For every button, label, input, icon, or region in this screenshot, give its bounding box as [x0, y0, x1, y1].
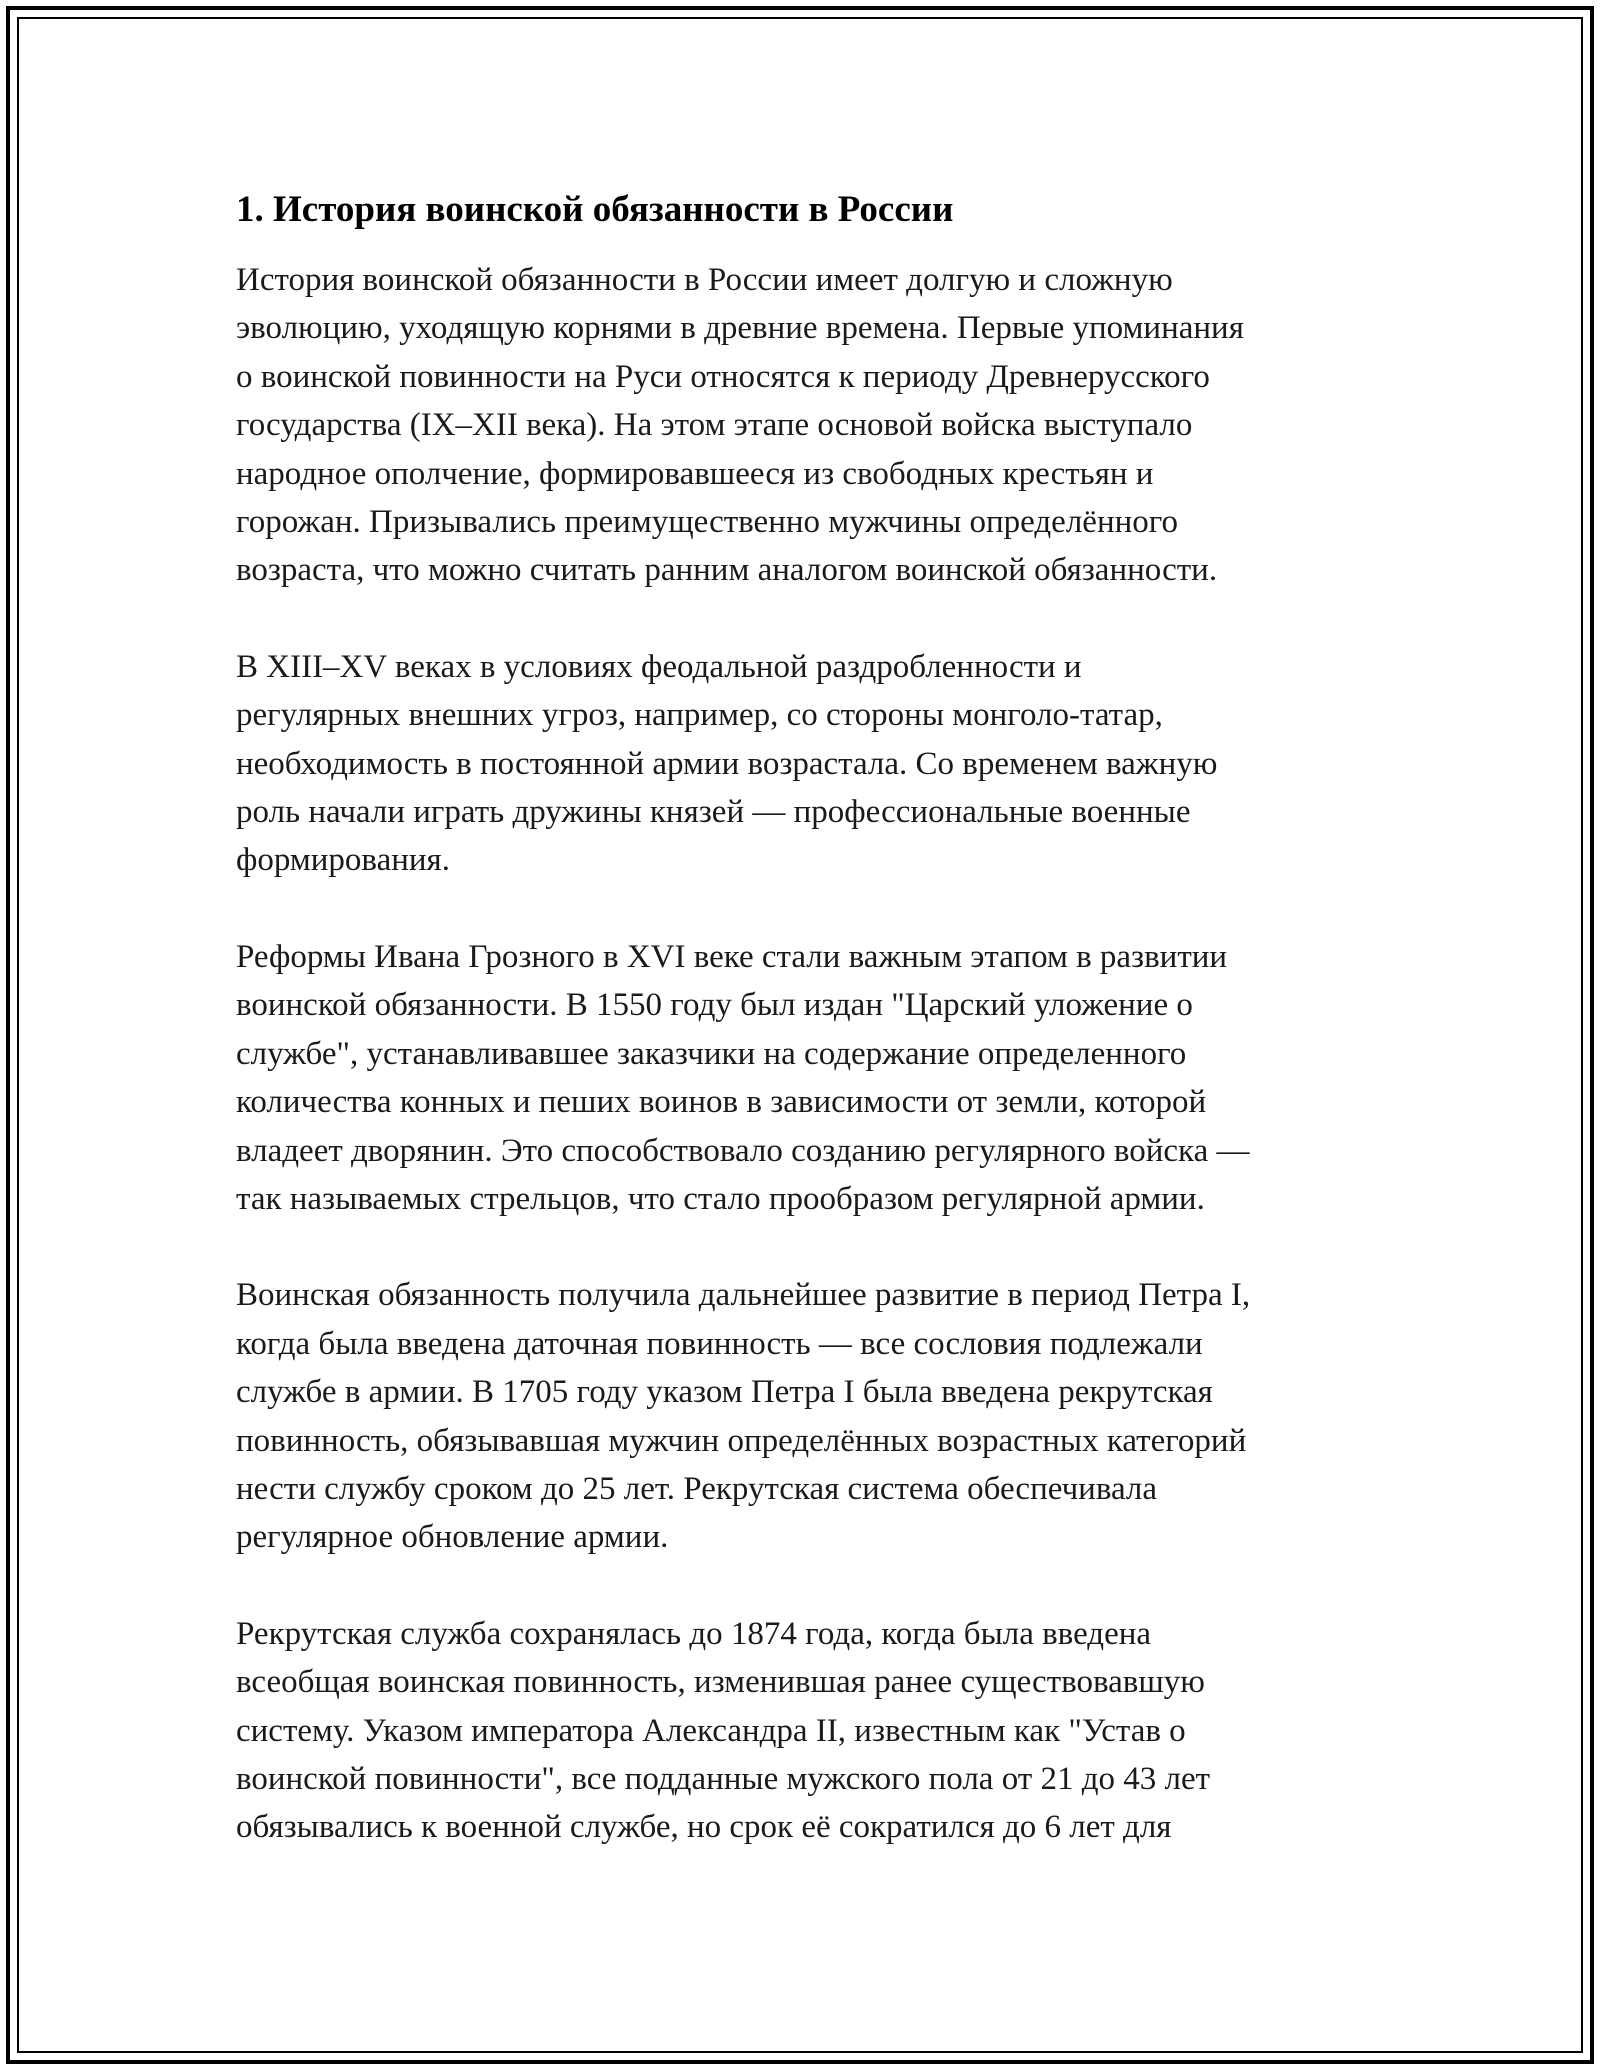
text-line: всеобщая воинская повинность, изменившая ранее существовавшую — [236, 1664, 1205, 1701]
text-line: В XIII–XV веках в условиях феодальной раздробленности и — [236, 648, 1082, 685]
text-line: службе", устанавливавшее заказчики на содержание определенного — [236, 1035, 1187, 1072]
text-line: владеет дворянин. Это способствовало созданию регулярного войска — — [236, 1132, 1250, 1169]
text-line: службе в армии. В 1705 году указом Петра I была введена рекрутская — [236, 1374, 1213, 1411]
text-line: необходимость в постоянной армии возрастала. Со временем важную — [236, 745, 1218, 782]
text-line: формирования. — [236, 842, 450, 879]
paragraph — [236, 1271, 1386, 1561]
text-line: обязывались к военной службе, но срок её сократился до 6 лет для — [236, 1809, 1172, 1846]
text-line: народное ополчение, формировавшееся из свободных крестьян и — [236, 455, 1154, 492]
paragraph — [236, 1610, 1386, 1852]
text-line: воинской повинности", все подданные мужского пола от 21 до 43 лет — [236, 1760, 1211, 1797]
text-line: так называемых стрельцов, что стало прообразом регулярной армии. — [236, 1180, 1205, 1217]
text-line: горожан. Призывались преимущественно мужчины определённого — [236, 504, 1178, 541]
text-line: Воинская обязанность получила дальнейшее развитие в период Петра I, — [236, 1277, 1251, 1314]
text-line: систему. Указом императора Александра II, известным как "Устав о — [236, 1712, 1186, 1749]
text-line: регулярное обновление армии. — [236, 1519, 669, 1556]
paragraph — [236, 933, 1386, 1223]
paragraph — [236, 643, 1386, 885]
text-line: количества конных и пеших воинов в зависимости от земли, которой — [236, 1084, 1207, 1121]
text-line: Рекрутская служба сохранялась до 1874 года, когда была введена — [236, 1615, 1152, 1652]
text-line: эволюцию, уходящую корнями в древние времена. Первые упоминания — [236, 310, 1244, 347]
document-body — [236, 186, 1386, 1900]
paragraph — [236, 256, 1386, 595]
text-line: государства (IX–XII века). На этом этапе основой войска выступало — [236, 407, 1193, 444]
text-line: возраста, что можно считать ранним аналогом воинской обязанности. — [236, 552, 1218, 589]
text-line: когда была введена даточная повинность — все сословия подлежали — [236, 1325, 1203, 1362]
text-line: История воинской обязанности в России имеет долгую и сложную — [236, 262, 1173, 298]
text-line: регулярных внешних угроз, например, со стороны монголо-татар, — [236, 697, 1163, 734]
text-line: роль начали играть дружины князей — профессиональные военные — [236, 794, 1191, 831]
section-title: 1. История воинской обязанности в России — [236, 189, 954, 230]
text-line: нести службу сроком до 25 лет. Рекрутская система обеспечивала — [236, 1470, 1158, 1507]
text-line: Реформы Ивана Грозного в XVI веке стали важным этапом в развитии — [236, 938, 1228, 975]
text-line: о воинской повинности на Руси относятся к периоду Древнерусского — [236, 358, 1210, 395]
text-line: повинность, обязывавшая мужчин определённых возрастных категорий — [236, 1422, 1247, 1459]
text-line: воинской обязанности. В 1550 году был издан "Царский уложение о — [236, 987, 1193, 1024]
